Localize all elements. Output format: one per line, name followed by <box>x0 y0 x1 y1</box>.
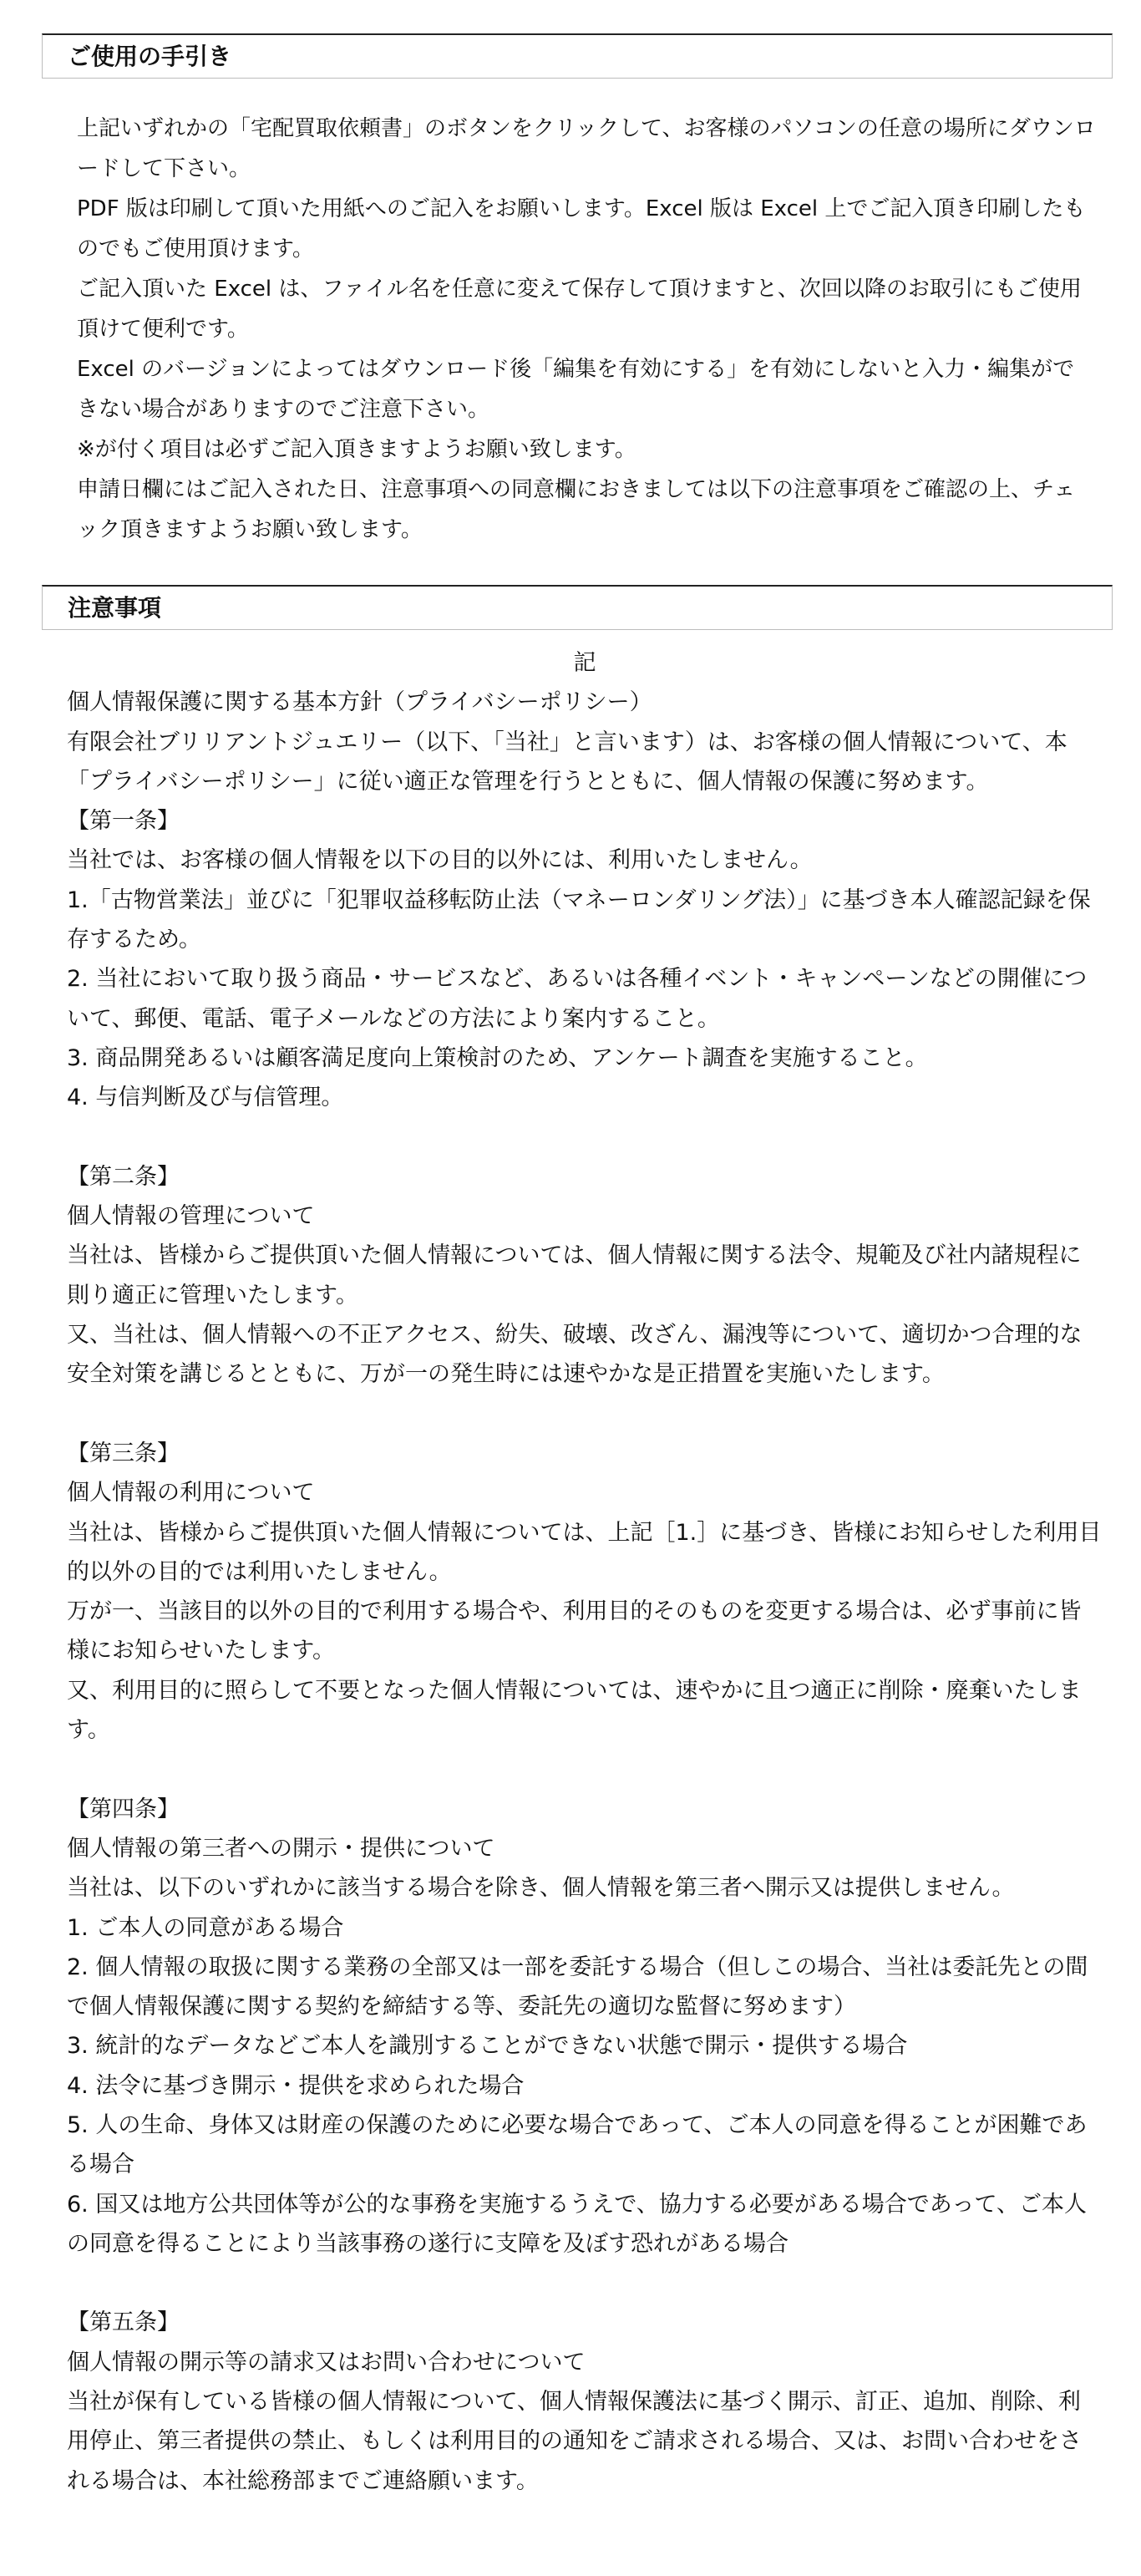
article1-item: 1.「古物営業法」並びに「犯罪収益移転防止法（マネーロンダリング法）」に基づき本人確認記録を保存するため。 <box>67 887 1091 953</box>
article2-paragraph: 当社は、皆様からご提供頂いた個人情報については、個人情報に関する法令、規範及び社内諸規程に則り適正に管理いたします。 <box>67 1242 1082 1308</box>
article3-subtitle: 個人情報の利用について <box>67 1480 315 1506</box>
article2-subtitle: 個人情報の管理について <box>67 1203 315 1230</box>
article4-lead: 当社は、以下のいずれかに該当する場合を除き、個人情報を第三者へ開示又は提供しません。 <box>67 1875 1015 1902</box>
article3-paragraph: 又、利用目的に照らして不要となった個人情報については、速やかに且つ適正に削除・廃棄いたします。 <box>67 1677 1082 1744</box>
spacer <box>67 2264 1103 2303</box>
article4-subtitle: 個人情報の第三者への開示・提供について <box>67 1835 495 1862</box>
guide-title: ご使用の手引き <box>68 43 232 70</box>
guide-paragraph: 申請日欄にはご記入された日、注意事項への同意欄におきましては以下の注意事項をご確認の上、チェック頂きますようお願い致します。 <box>77 477 1076 542</box>
policy-intro: 有限会社ブリリアントジュエリー（以下、「当社」と言います）は、お客様の個人情報について、本「プライバシーポリシー」に従い適正な管理を行うとともに、個人情報の保護に努めます。 <box>67 729 1067 795</box>
article4-item: 2. 個人情報の取扱に関する業務の全部又は一部を委託する場合（但しこの場合、当社は委託先との間で個人情報保護に関する契約を締結する等、委託先の適切な監督に努めます） <box>67 1954 1088 2020</box>
article4-item: 6. 国又は地方公共団体等が公的な事務を実施するうえで、協力する必要がある場合であって、ご本人の同意を得ることにより当該事務の遂行に支障を及ぼす恐れがある場合 <box>67 2191 1087 2257</box>
article3-paragraph: 当社は、皆様からご提供頂いた個人情報については、上記［1.］に基づき、皆様にお知らせした利用目的以外の目的では利用いたしません。 <box>67 1519 1102 1585</box>
spacer <box>67 1395 1103 1434</box>
article1-lead: 当社では、お客様の個人情報を以下の目的以外には、利用いたしません。 <box>67 847 813 874</box>
article3-paragraph: 万が一、当該目的以外の目的で利用する場合や、利用目的そのものを変更する場合は、必ず事前に皆様にお知らせいたします。 <box>67 1598 1082 1664</box>
guide-paragraph: ※が付く項目は必ずご記入頂きますようお願い致します。 <box>77 437 636 462</box>
guide-body <box>77 109 1096 550</box>
article4-item: 1. ご本人の同意がある場合 <box>67 1914 344 1941</box>
article1-item: 4. 与信判断及び与信管理。 <box>67 1085 344 1111</box>
guide-paragraph: Excel のバージョンによってはダウンロード後「編集を有効にする」を有効にしないと入力・編集ができない場合がありますのでご注意下さい。 <box>77 357 1075 422</box>
notice-body <box>67 643 1103 2501</box>
guide-paragraph: 上記いずれかの「宅配買取依頼書」のボタンをクリックして、お客様のパソコンの任意の場所にダウンロードして下さい。 <box>77 116 1096 181</box>
article2-paragraph: 又、当社は、個人情報への不正アクセス、紛失、破壊、改ざん、漏洩等について、適切かつ合理的な安全対策を講じるとともに、万が一の発生時には速やかな是正措置を実施いたします。 <box>67 1322 1083 1388</box>
guide-paragraph: ご記入頂いた Excel は、ファイル名を任意に変えて保存して頂けますと、次回以降のお取引にもご使用頂けて便利です。 <box>77 277 1082 342</box>
spacer <box>67 1750 1103 1789</box>
article1-item: 2. 当社において取り扱う商品・サービスなど、あるいは各種イベント・キャンペーンなどの開催について、郵便、電話、電子メールなどの方法により案内すること。 <box>67 966 1088 1032</box>
policy-title: 個人情報保護に関する基本方針（プライバシーポリシー） <box>67 689 652 716</box>
guide-paragraph: PDF 版は印刷して頂いた用紙へのご記入をお願いします。Excel 版は Excel 上でご記入頂き印刷したものでもご使用頂けます。 <box>77 196 1086 262</box>
article3-heading: 【第三条】 <box>67 1440 180 1466</box>
guide-section-header <box>42 33 1113 79</box>
article1-item: 3. 商品開発あるいは顧客満足度向上策検討のため、アンケート調査を実施すること。 <box>67 1044 928 1071</box>
notice-section-header <box>42 585 1113 630</box>
notice-title: 注意事項 <box>68 594 162 622</box>
article5-subtitle: 個人情報の開示等の請求又はお問い合わせについて <box>67 2349 586 2375</box>
article1-heading: 【第一条】 <box>67 808 180 835</box>
article4-item: 4. 法令に基づき開示・提供を求められた場合 <box>67 2072 525 2099</box>
article2-heading: 【第二条】 <box>67 1163 180 1190</box>
article4-item: 3. 統計的なデータなどご本人を識別することができない状態で開示・提供する場合 <box>67 2033 908 2060</box>
spacer <box>67 1118 1103 1157</box>
article5-paragraph: 当社が保有している皆様の個人情報について、個人情報保護法に基づく開示、訂正、追加、削除、利用停止、第三者提供の禁止、もしくは利用目的の通知をご請求される場合、又は、お問い合わせをされる場合は、本社総務部までご連絡願います。 <box>67 2389 1082 2494</box>
ki-mark: 記 <box>573 650 596 676</box>
article5-heading: 【第五条】 <box>67 2309 180 2336</box>
article4-heading: 【第四条】 <box>67 1796 180 1822</box>
article4-item: 5. 人の生命、身体又は財産の保護のために必要な場合であって、ご本人の同意を得ることが困難である場合 <box>67 2111 1088 2178</box>
